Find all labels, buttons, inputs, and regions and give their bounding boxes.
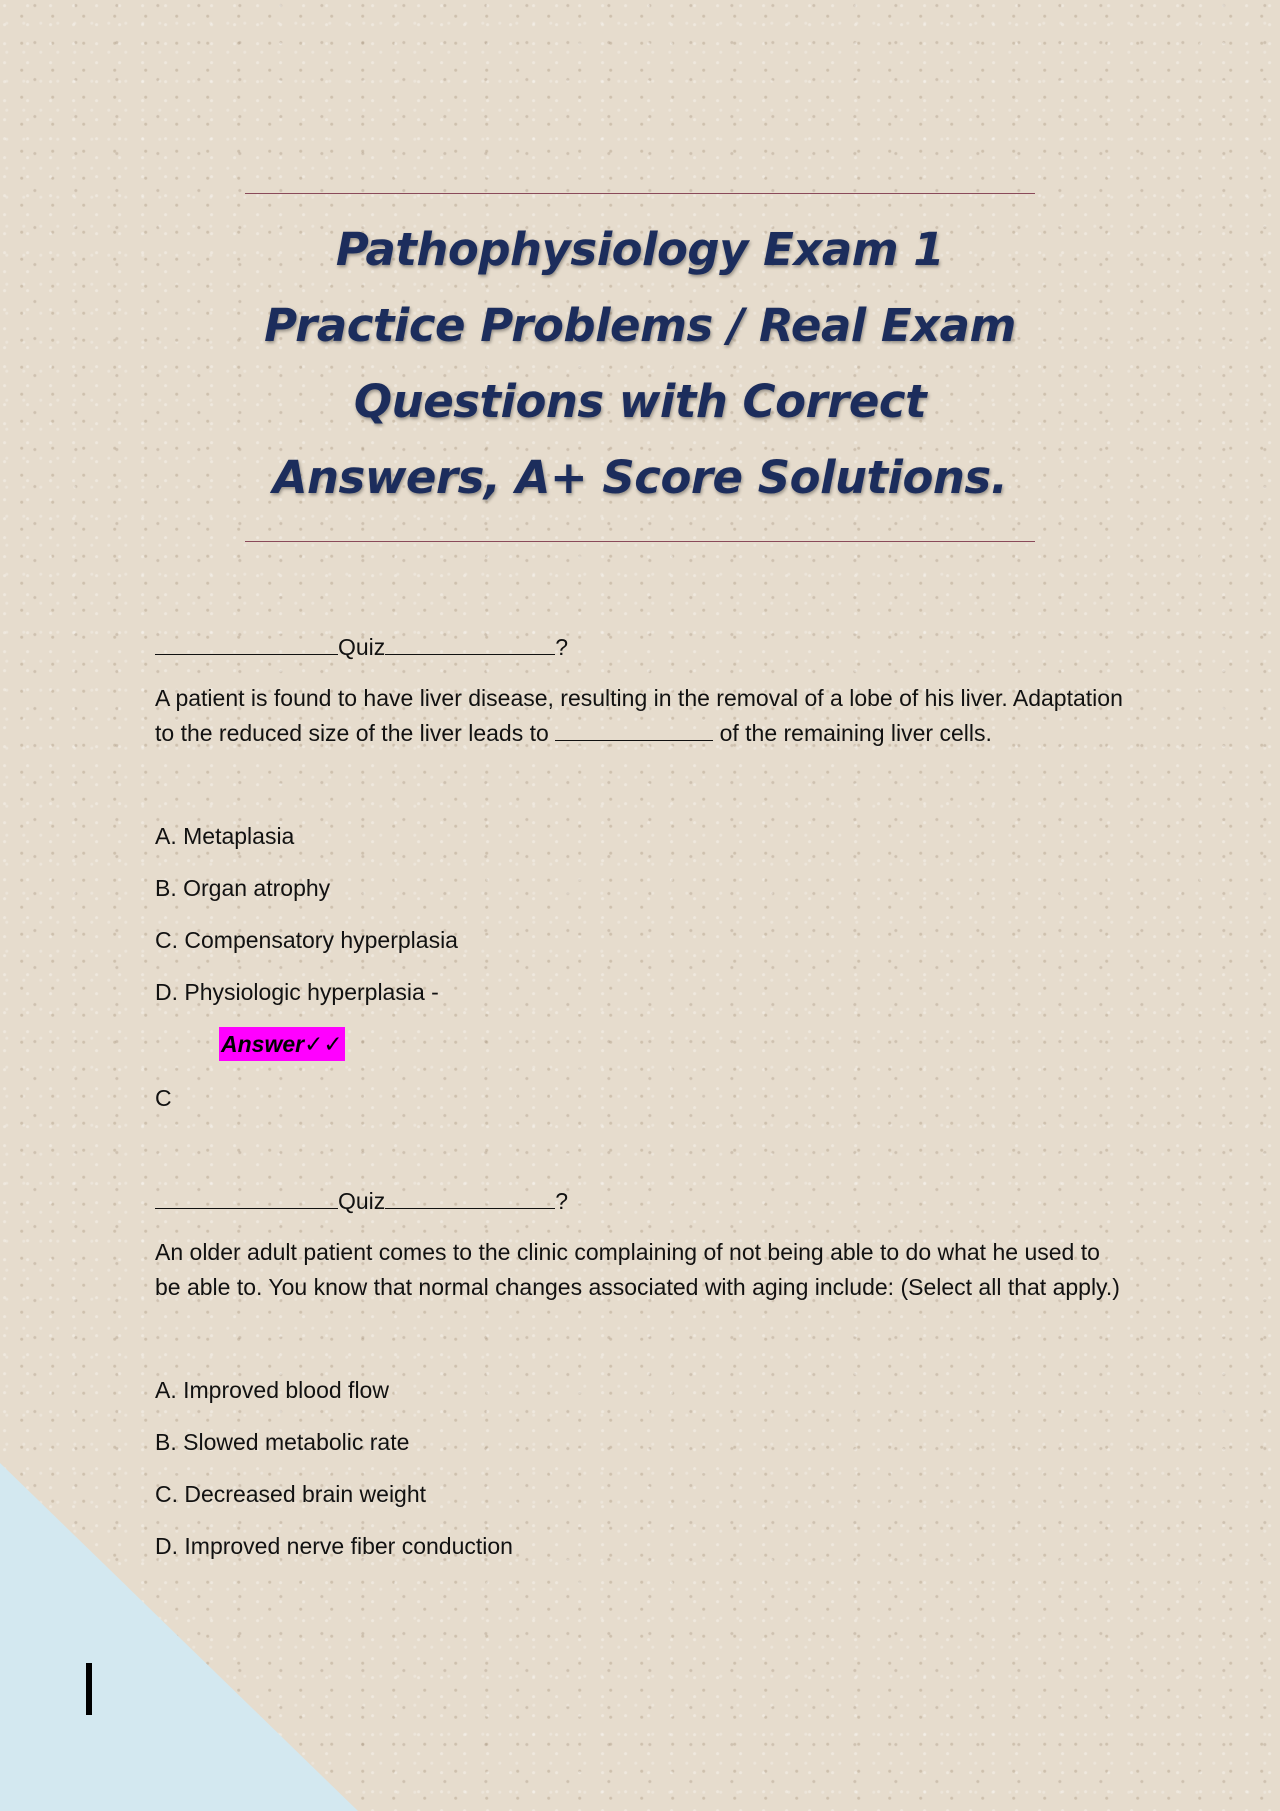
question-text: An older adult patient comes to the clinic complaining of not being able to do what he used to be able to. You know that normal changes associated with aging include: (Select all that apply.) (155, 1239, 1120, 1300)
quiz-label: Quiz (338, 634, 386, 660)
quiz-suffix: ? (555, 1188, 569, 1214)
quiz-suffix: ? (555, 634, 569, 660)
option-d: D. Improved nerve fiber conduction (155, 1533, 513, 1559)
quiz-label: Quiz (338, 1188, 386, 1214)
question-text: A patient is found to have liver disease, resulting in the removal of a lobe of his liver. Adaptation to the reduced size of the liver leads to of the remaining liver cells. (155, 685, 1123, 746)
quiz-heading (155, 630, 1125, 665)
title-bottom-rule (245, 541, 1035, 542)
answer-badge: Answer✓✓ (219, 1027, 345, 1061)
question-1 (155, 630, 1125, 1116)
answer-blank (555, 720, 713, 741)
option-d: D. Physiologic hyperplasia - (155, 979, 439, 1005)
page-marker (86, 1663, 92, 1715)
quiz-blank-left (155, 1184, 338, 1209)
option-b: B. Organ atrophy (155, 875, 331, 901)
options-list (155, 1373, 1125, 1564)
option-a: A. Improved blood flow (155, 1377, 389, 1403)
quiz-blank-left (155, 630, 338, 655)
title-top-rule (245, 193, 1035, 194)
option-a: A. Metaplasia (155, 823, 295, 849)
option-b: B. Slowed metabolic rate (155, 1429, 410, 1455)
options-list (155, 819, 1125, 1010)
answer-row (219, 1027, 1125, 1063)
quiz-heading (155, 1184, 1125, 1219)
document-title: Pathophysiology Exam 1 Practice Problems / Real Exam Questions with Correct Answers, A+ Score Solutions. (264, 223, 1016, 504)
document-body (155, 630, 1125, 1581)
option-c: C. Compensatory hyperplasia (155, 927, 458, 953)
question-2 (155, 1184, 1125, 1564)
quiz-blank-right (385, 1184, 555, 1209)
answer-value: C (155, 1085, 172, 1111)
option-c: C. Decreased brain weight (155, 1481, 427, 1507)
quiz-blank-right (385, 630, 555, 655)
